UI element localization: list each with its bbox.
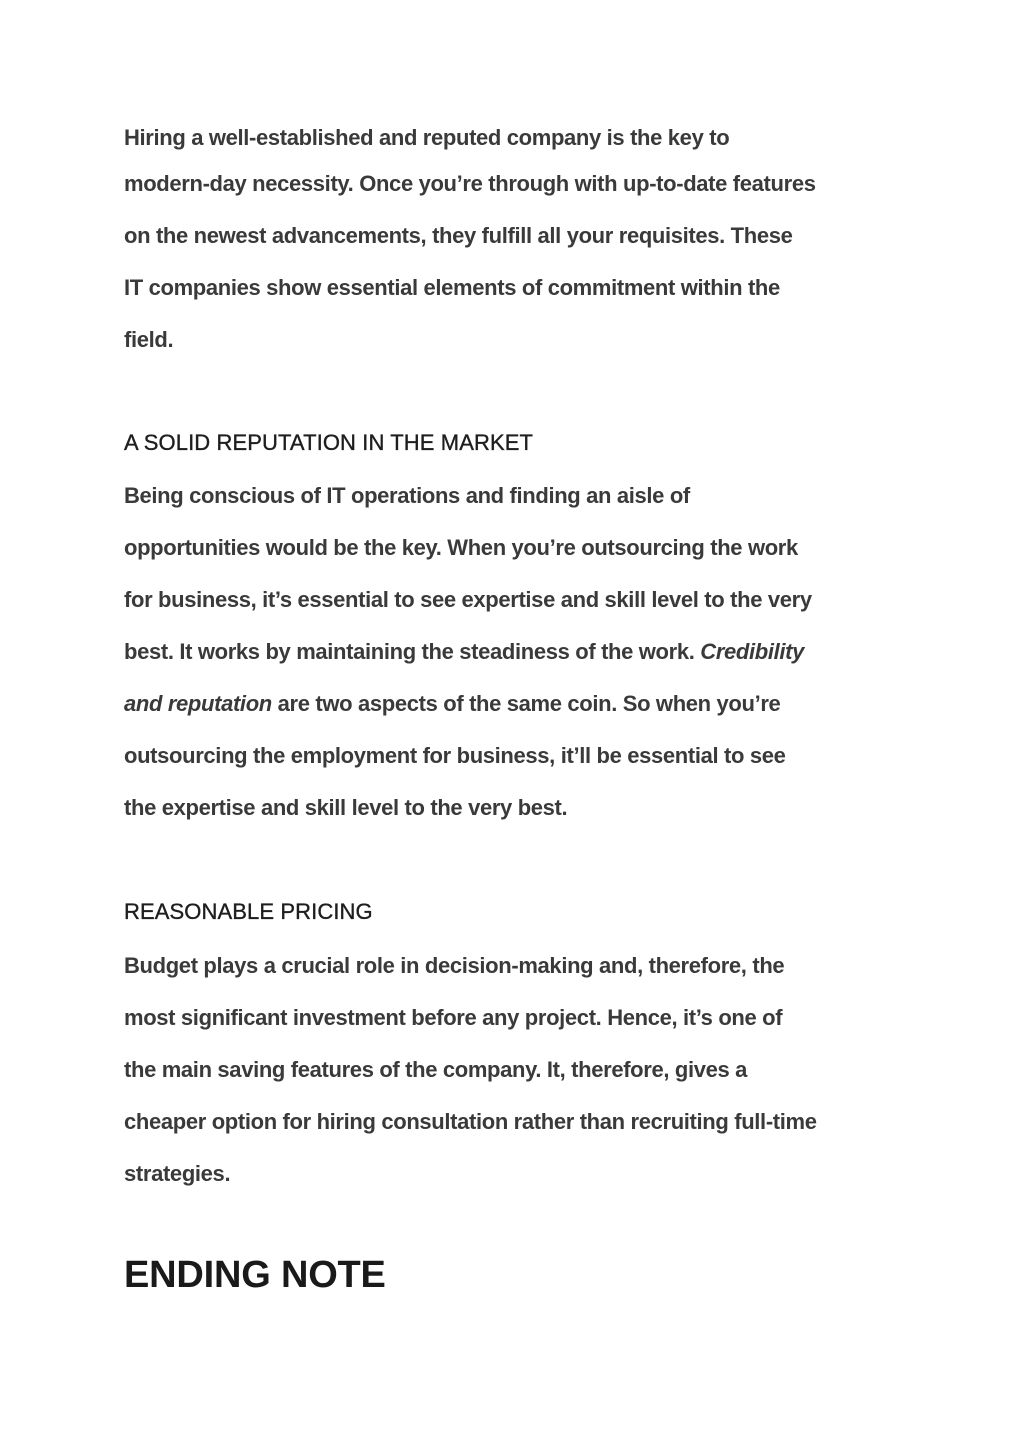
reputation-line: opportunities would be the key. When you’re outsourcing the work: [124, 535, 798, 560]
pricing-line: cheaper option for hiring consultation rather than recruiting full-time: [124, 1109, 817, 1134]
reputation-line: Being conscious of IT operations and finding an aisle of: [124, 483, 690, 508]
intro-line: on the newest advancements, they fulfill all your requisites. These: [124, 223, 793, 248]
emphasis-text: and reputation: [124, 691, 272, 716]
reputation-text: are two aspects of the same coin. So when you’re: [271, 691, 781, 716]
intro-line: IT companies show essential elements of commitment within the: [124, 275, 780, 300]
pricing-line: most significant investment before any project. Hence, it’s one of: [124, 1005, 783, 1030]
pricing-heading: REASONABLE PRICING: [124, 899, 373, 924]
reputation-line: [124, 678, 812, 730]
pricing-line: the main saving features of the company. It, therefore, gives a: [124, 1057, 748, 1082]
pricing-paragraph: [124, 940, 817, 1200]
reputation-text: best. It works by maintaining the steadiness of the work.: [124, 639, 701, 664]
intro-line: modern-day necessity. Once you’re through with up-to-date features: [124, 171, 816, 196]
pricing-line: strategies.: [124, 1161, 231, 1186]
ending-note-heading: ENDING NOTE: [124, 1254, 386, 1296]
reputation-line: the expertise and skill level to the very best.: [124, 795, 568, 820]
reputation-line: [124, 626, 812, 678]
intro-paragraph: [124, 118, 914, 366]
emphasis-text: Credibility: [700, 639, 805, 664]
reputation-paragraph: [124, 470, 812, 834]
intro-line: field.: [124, 327, 174, 352]
reputation-heading: A SOLID REPUTATION IN THE MARKET: [124, 430, 534, 455]
pricing-line: Budget plays a crucial role in decision-making and, therefore, the: [124, 953, 785, 978]
page-content: [124, 118, 914, 1296]
intro-line: Hiring a well-established and reputed company is the key to: [124, 125, 730, 150]
reputation-line: outsourcing the employment for business, it’ll be essential to see: [124, 743, 786, 768]
reputation-line: for business, it’s essential to see expertise and skill level to the very: [124, 587, 812, 612]
